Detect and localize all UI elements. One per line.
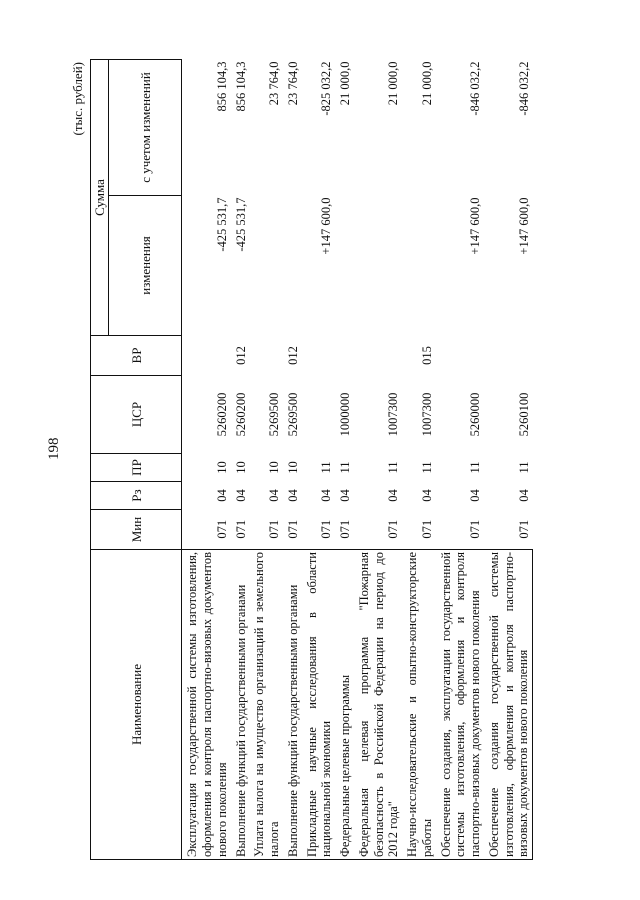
- table-row: [484, 60, 533, 860]
- header-rz: Рз: [91, 482, 182, 510]
- cell-csr: 1007300: [419, 392, 434, 437]
- cell-csr: [302, 376, 336, 454]
- cell-vr: [302, 336, 336, 376]
- cell-min: 071: [386, 519, 401, 539]
- header-name: Наименование: [91, 550, 182, 860]
- cell-rz: 04: [233, 489, 248, 502]
- cell-csr: 5260000: [468, 392, 483, 437]
- cell-name: Научно-исследовательские и опытно-конструкторские работы: [402, 550, 436, 860]
- cell-pr: 10: [233, 461, 248, 474]
- header-pr: ПР: [91, 454, 182, 482]
- cell-rz: 04: [419, 489, 434, 502]
- cell-vr: [354, 336, 402, 376]
- cell-change: [335, 196, 354, 336]
- cell-vr: [484, 336, 533, 376]
- cell-min: 071: [338, 519, 353, 539]
- cell-min: 071: [319, 519, 334, 539]
- cell-rz: 04: [516, 489, 531, 502]
- cell-name: Обеспечение создания государственной системы изготовления, оформления и контроля паспортно-визовых документов нового поколения: [484, 550, 533, 860]
- cell-min: 071: [516, 519, 531, 539]
- cell-pr: 11: [338, 461, 353, 474]
- table-row: [249, 60, 283, 860]
- cell-pr: 11: [468, 461, 483, 474]
- cell-min: 071: [233, 519, 248, 539]
- cell-with-changes: 21 000,0: [386, 61, 401, 106]
- table-row: [436, 60, 484, 860]
- units-note: (тыс. рублей): [70, 62, 85, 136]
- cell-change: [283, 196, 302, 336]
- budget-table: [90, 59, 533, 860]
- cell-change: [402, 196, 436, 336]
- cell-name: Федеральные целевые программы: [335, 550, 354, 860]
- cell-vr: [335, 336, 354, 376]
- cell-pr: 11: [516, 461, 531, 474]
- cell-pr: 11: [419, 461, 434, 474]
- cell-name: Выполнение функций государственными органами: [283, 550, 302, 860]
- cell-csr: 1000000: [338, 392, 353, 437]
- cell-change: +147 600,0: [319, 197, 334, 255]
- cell-csr: 5260200: [214, 392, 229, 437]
- cell-min: 071: [267, 519, 282, 539]
- cell-min: 071: [214, 519, 229, 539]
- cell-with-changes: -846 032,2: [468, 61, 483, 116]
- cell-with-changes: 23 764,0: [285, 61, 300, 106]
- cell-with-changes: 856 104,3: [214, 61, 229, 112]
- cell-change: [354, 196, 402, 336]
- cell-with-changes: 856 104,3: [233, 61, 248, 112]
- cell-min: 071: [285, 519, 300, 539]
- cell-rz: 04: [214, 489, 229, 502]
- cell-name: Выполнение функций государственными органами: [231, 550, 250, 860]
- cell-rz: 04: [386, 489, 401, 502]
- cell-pr: 10: [214, 461, 229, 474]
- cell-vr: 015: [419, 346, 434, 365]
- cell-csr: 5260100: [516, 392, 531, 437]
- table-row: [231, 60, 250, 860]
- rotated-page-content: [70, 60, 600, 860]
- cell-change: -425 531,7: [214, 197, 229, 252]
- cell-name: Эксплуатация государственной системы изготовления, оформления и контроля паспортно-визовых документов нового поколения: [182, 550, 231, 860]
- header-row: [91, 60, 109, 860]
- cell-vr: [249, 336, 283, 376]
- cell-with-changes: 23 764,0: [267, 61, 282, 106]
- cell-rz: 04: [319, 489, 334, 502]
- cell-rz: 04: [285, 489, 300, 502]
- cell-pr: 11: [319, 461, 334, 474]
- page-number: 198: [46, 437, 62, 460]
- cell-change: [249, 196, 283, 336]
- cell-min: 071: [468, 519, 483, 539]
- cell-rz: 04: [338, 489, 353, 502]
- header-sum: Сумма: [91, 60, 109, 336]
- cell-csr: 5269500: [285, 392, 300, 437]
- table-row: [283, 60, 302, 860]
- cell-rz: 04: [267, 489, 282, 502]
- cell-pr: 10: [267, 461, 282, 474]
- cell-name: Обеспечение создания, эксплуатации государственной системы изготовления, оформления и контроля паспортно-визовых документов нового поколения: [436, 550, 484, 860]
- cell-vr: [436, 336, 484, 376]
- cell-with-changes: -825 032,2: [319, 61, 334, 116]
- cell-with-changes: 21 000,0: [419, 61, 434, 106]
- table-row: [335, 60, 354, 860]
- cell-with-changes: 21 000,0: [338, 61, 353, 106]
- cell-vr: 012: [285, 346, 300, 365]
- cell-pr: 10: [285, 461, 300, 474]
- table-row: [354, 60, 402, 860]
- cell-change: +147 600,0: [468, 197, 483, 255]
- cell-vr: 012: [233, 346, 248, 365]
- cell-vr: [182, 336, 231, 376]
- cell-name: Прикладные научные исследования в области национальной экономики: [302, 550, 336, 860]
- header-min: Мин: [91, 510, 182, 550]
- cell-name: Уплата налога на имущество организаций и земельного налога: [249, 550, 283, 860]
- header-change: изменения: [109, 196, 182, 336]
- cell-min: 071: [419, 519, 434, 539]
- cell-name: Федеральная целевая программа "Пожарная безопасность в Российской Федерации на период до 2012 года": [354, 550, 402, 860]
- header-csr: ЦСР: [91, 376, 182, 454]
- header-with-changes: с учетом изменений: [109, 60, 182, 196]
- header-vr: ВР: [91, 336, 182, 376]
- table-row: [182, 60, 231, 860]
- table-row: [402, 60, 436, 860]
- cell-pr: 11: [386, 461, 401, 474]
- cell-csr: 5260200: [233, 392, 248, 437]
- cell-with-changes: -846 032,2: [516, 61, 531, 116]
- cell-csr: 1007300: [386, 392, 401, 437]
- cell-change: -425 531,7: [233, 197, 248, 252]
- table-row: [302, 60, 336, 860]
- cell-change: +147 600,0: [516, 197, 531, 255]
- cell-rz: 04: [468, 489, 483, 502]
- cell-csr: 5269500: [267, 392, 282, 437]
